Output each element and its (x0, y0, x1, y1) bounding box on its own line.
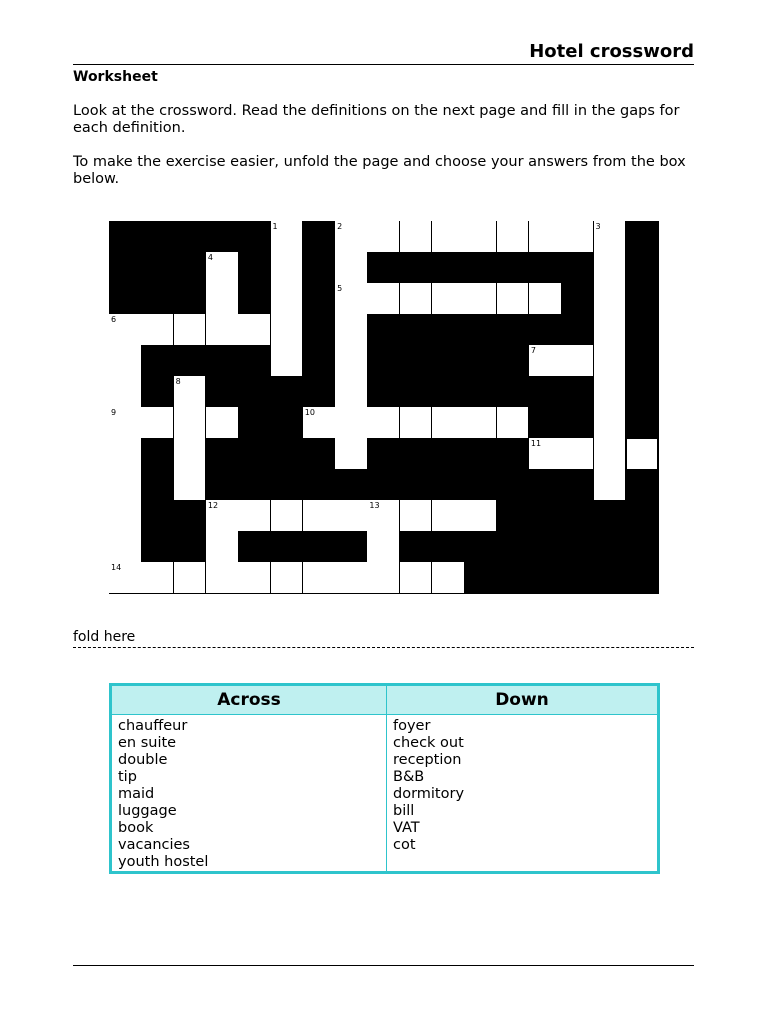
answer-word: reception (393, 752, 462, 768)
clue-number: 9 (111, 408, 117, 417)
column-divider (386, 686, 387, 871)
crossword-cell[interactable] (141, 314, 174, 346)
crossword-cell[interactable] (303, 407, 336, 439)
crossword-cell[interactable] (367, 221, 400, 253)
crossword-cell[interactable] (271, 314, 304, 346)
answer-word: maid (118, 786, 155, 802)
crossword-cell[interactable] (432, 221, 465, 253)
crossword-cell[interactable] (206, 531, 239, 563)
crossword-cell[interactable] (594, 314, 627, 346)
crossword-cell[interactable] (529, 283, 562, 315)
crossword-cell[interactable] (367, 500, 400, 532)
crossword-cell[interactable] (109, 376, 142, 408)
clue-number: 14 (111, 563, 122, 572)
crossword-cell[interactable] (271, 283, 304, 315)
crossword-cell[interactable] (561, 221, 594, 253)
crossword-cell[interactable] (594, 221, 627, 253)
crossword-cell[interactable] (400, 562, 433, 594)
crossword-cell[interactable] (271, 500, 304, 532)
clue-number: 6 (111, 315, 117, 324)
down-header: Down (387, 686, 657, 715)
crossword-cell[interactable] (335, 221, 368, 253)
answer-word: tip (118, 769, 137, 785)
crossword-cell[interactable] (400, 283, 433, 315)
clue-number: 2 (337, 222, 343, 231)
clue-number: 7 (530, 346, 536, 355)
clue-number: 13 (369, 501, 380, 510)
answer-word: check out (393, 735, 464, 751)
crossword-cell[interactable] (594, 469, 627, 501)
answer-word: double (118, 752, 168, 768)
crossword-cell[interactable] (464, 500, 497, 532)
footer-rule (73, 965, 694, 966)
section-heading: Worksheet (73, 69, 158, 85)
crossword-cell[interactable] (109, 345, 142, 377)
clue-number: 1 (272, 222, 278, 231)
crossword-cell[interactable] (206, 283, 239, 315)
instruction-paragraph-2: To make the exercise easier, unfold the page and choose your answers from the box below. (73, 154, 686, 187)
crossword-cell[interactable] (335, 500, 368, 532)
crossword-cell[interactable] (335, 407, 368, 439)
crossword-cell[interactable] (464, 407, 497, 439)
clue-number: 10 (304, 408, 315, 417)
crossword-cell[interactable] (109, 531, 142, 563)
instruction-paragraph-1: Look at the crossword. Read the definitions on the next page and fill in the gaps for each definition. (73, 103, 680, 136)
answer-word: B&B (393, 769, 425, 785)
crossword-cell[interactable] (271, 221, 304, 253)
down-word-list (393, 718, 464, 854)
crossword-cell[interactable] (109, 500, 142, 532)
clue-number: 4 (207, 253, 213, 262)
crossword-cell[interactable] (594, 407, 627, 439)
answer-word: luggage (118, 803, 177, 819)
clue-number: 5 (337, 284, 343, 293)
crossword-cell[interactable] (432, 283, 465, 315)
crossword-cell[interactable] (594, 283, 627, 315)
crossword-cell[interactable] (141, 562, 174, 594)
crossword-cell[interactable] (497, 407, 530, 439)
crossword-cell[interactable] (432, 407, 465, 439)
crossword-cell[interactable] (174, 314, 207, 346)
answer-word: bill (393, 803, 415, 819)
crossword-cell[interactable] (109, 407, 142, 439)
crossword-cell[interactable] (367, 531, 400, 563)
crossword-cell[interactable] (109, 314, 142, 346)
crossword-cell[interactable] (303, 562, 336, 594)
crossword-cell[interactable] (367, 283, 400, 315)
answer-word: dormitory (393, 786, 465, 802)
crossword-cell[interactable] (303, 500, 336, 532)
crossword-cell[interactable] (238, 314, 271, 346)
crossword-cell[interactable] (109, 562, 142, 594)
crossword-cell[interactable] (206, 562, 239, 594)
clue-number: 3 (595, 222, 601, 231)
crossword-cell[interactable] (174, 376, 207, 408)
crossword-cell[interactable] (367, 407, 400, 439)
fold-label: fold here (73, 629, 136, 645)
crossword-cell[interactable] (206, 252, 239, 284)
crossword-cell[interactable] (271, 252, 304, 284)
answer-word: foyer (393, 718, 431, 734)
crossword-cell[interactable] (367, 562, 400, 594)
crossword-cell[interactable] (238, 562, 271, 594)
clue-number: 8 (175, 377, 181, 386)
crossword-cell[interactable] (206, 407, 239, 439)
crossword-cell[interactable] (238, 500, 271, 532)
crossword-cell[interactable] (206, 314, 239, 346)
crossword-cell[interactable] (174, 407, 207, 439)
fold-line (73, 647, 694, 648)
crossword-cell[interactable] (335, 314, 368, 346)
crossword-cell[interactable] (400, 221, 433, 253)
crossword-cell[interactable] (335, 283, 368, 315)
crossword-cell[interactable] (561, 345, 594, 377)
crossword-cell[interactable] (271, 345, 304, 377)
crossword-cell[interactable] (335, 376, 368, 408)
crossword-cell[interactable] (174, 562, 207, 594)
crossword-cell[interactable] (271, 562, 304, 594)
crossword-cell[interactable] (109, 469, 142, 501)
clue-number: 11 (530, 439, 542, 448)
header-rule (73, 64, 694, 65)
answer-word: chauffeur (118, 718, 188, 734)
crossword-cell[interactable] (594, 376, 627, 408)
crossword-cell[interactable] (561, 438, 594, 470)
crossword-cell[interactable] (335, 438, 368, 470)
answer-box (109, 683, 660, 874)
crossword-cell[interactable] (594, 438, 627, 470)
crossword-cell[interactable] (529, 438, 562, 470)
crossword-cell[interactable] (400, 407, 433, 439)
crossword-cell[interactable] (464, 221, 497, 253)
crossword-cell[interactable] (335, 252, 368, 284)
crossword-cell[interactable] (141, 407, 174, 439)
crossword-cell[interactable] (529, 345, 562, 377)
crossword-cell[interactable] (497, 221, 530, 253)
crossword-cell[interactable] (400, 500, 433, 532)
crossword-cell[interactable] (432, 500, 465, 532)
crossword-cell[interactable] (335, 562, 368, 594)
crossword-cell[interactable] (626, 438, 658, 470)
answer-word: en suite (118, 735, 177, 751)
crossword-cell[interactable] (497, 283, 530, 315)
crossword-cell[interactable] (109, 438, 142, 470)
crossword-cell[interactable] (206, 500, 239, 532)
crossword-cell[interactable] (594, 345, 627, 377)
answer-word: book (118, 820, 154, 836)
answer-word: vacancies (118, 837, 190, 853)
across-header: Across (112, 686, 386, 715)
page-title: Hotel crossword (529, 41, 694, 62)
crossword-cell[interactable] (432, 562, 465, 594)
crossword-cell[interactable] (529, 221, 562, 253)
crossword-cell[interactable] (335, 345, 368, 377)
crossword-cell[interactable] (174, 438, 207, 470)
answer-word: youth hostel (118, 854, 209, 870)
crossword-cell[interactable] (594, 252, 627, 284)
crossword-cell[interactable] (464, 283, 497, 315)
crossword-cell[interactable] (174, 469, 207, 501)
across-word-list (118, 718, 208, 871)
crossword-grid (109, 221, 659, 594)
answer-word: VAT (393, 820, 420, 836)
answer-word: cot (393, 837, 416, 853)
clue-number: 12 (207, 501, 219, 510)
